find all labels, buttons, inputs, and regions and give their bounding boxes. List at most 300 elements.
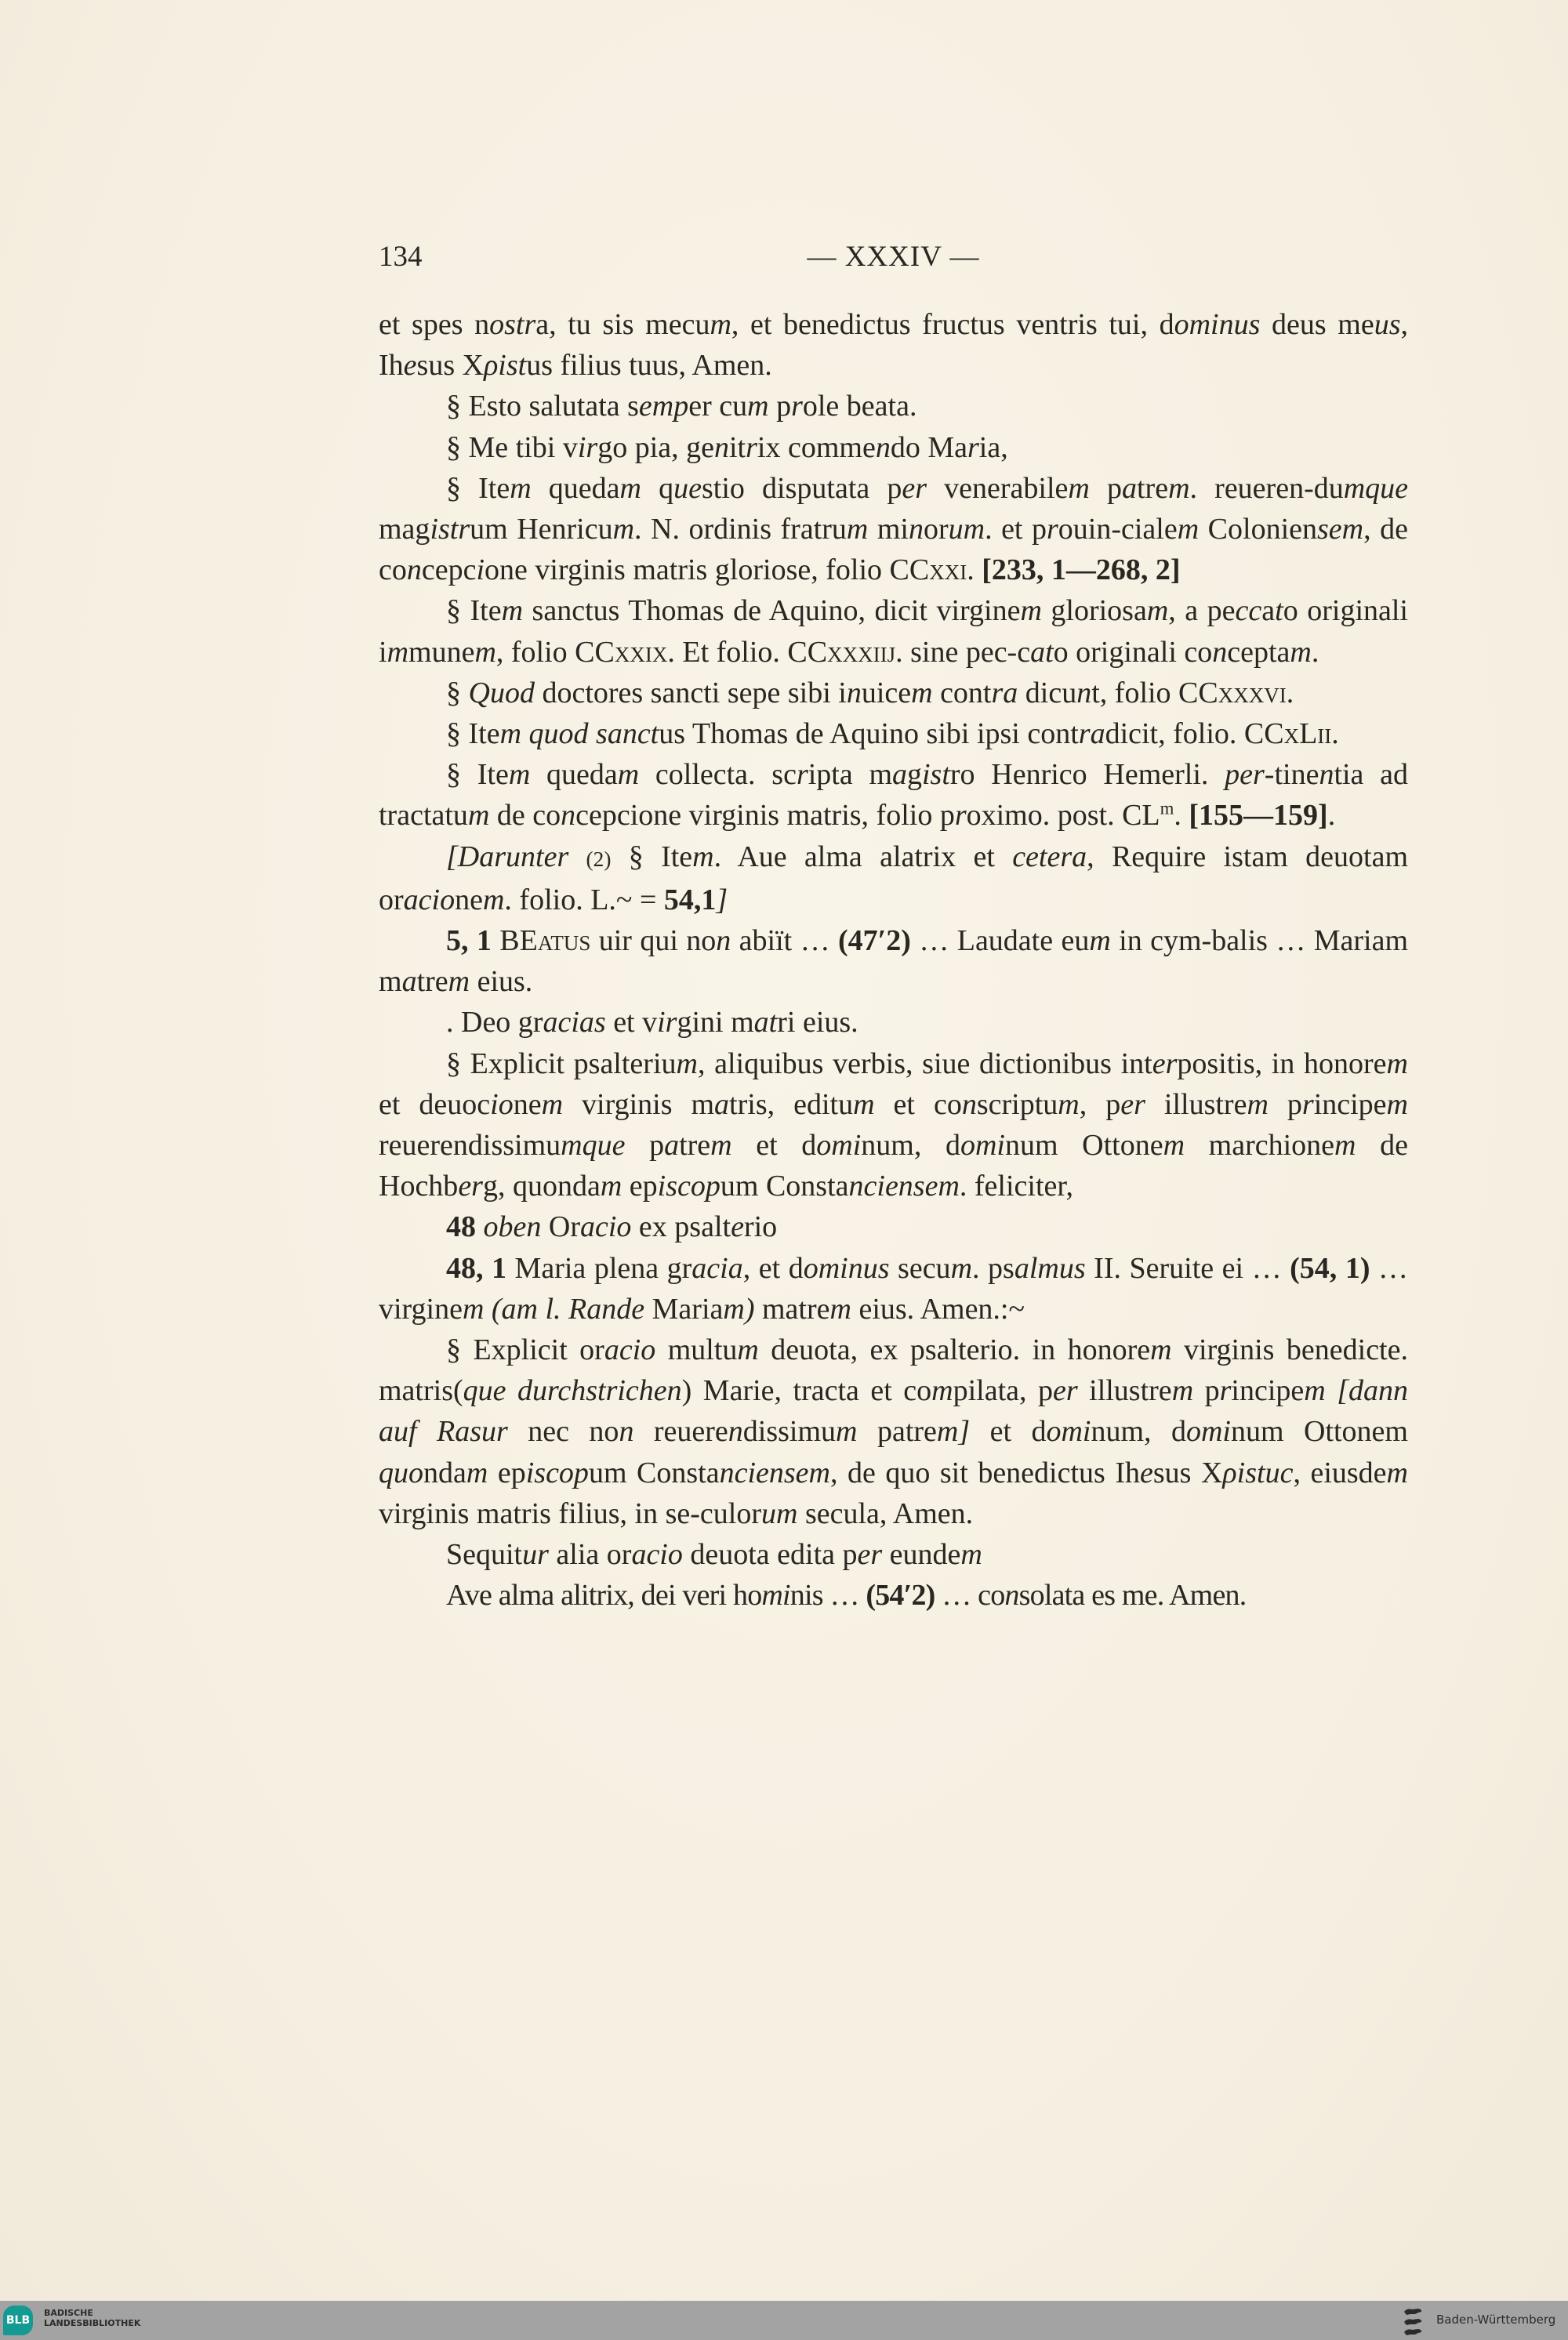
text-segment: acio: [403, 883, 456, 916]
text-segment: queda: [530, 758, 618, 792]
text-segment: queda: [531, 471, 620, 505]
text-segment: , de quo sit benedictus Ih: [829, 1456, 1140, 1489]
text-segment: almus: [1014, 1251, 1086, 1285]
text-segment: do Ma: [890, 430, 967, 464]
text-segment: uir qui no: [590, 924, 717, 958]
text-segment: m: [474, 635, 496, 669]
paragraph: [379, 468, 1408, 591]
text-segment: m): [723, 1292, 755, 1326]
text-segment: r: [746, 430, 757, 464]
text-segment: omi: [1185, 1415, 1231, 1449]
text-segment: dicu: [1018, 676, 1077, 709]
text-segment: m: [1020, 594, 1042, 628]
text-segment: positis, in honore: [1177, 1047, 1387, 1080]
text-segment: scriptu: [976, 1087, 1058, 1121]
text-segment: n: [1212, 635, 1228, 669]
text-segment: § Explicit or: [446, 1333, 604, 1367]
text-segment: illustre: [1145, 1087, 1247, 1121]
text-segment: Sequit: [446, 1538, 523, 1572]
text-segment: (am l. Rande: [491, 1292, 645, 1326]
text-segment: § Ite: [446, 471, 510, 505]
text-segment: a: [1122, 471, 1137, 505]
text-segment: m: [846, 513, 869, 546]
text-segment: reuere: [633, 1415, 728, 1449]
text-segment: ρistuc: [1222, 1456, 1294, 1489]
text-segment: [975, 553, 982, 586]
text-segment: § Explicit psalteriu: [446, 1047, 677, 1080]
text-segment: cetera: [1012, 840, 1087, 873]
text-segment: ostr: [489, 308, 536, 341]
text-segment: … virgine: [379, 1251, 1409, 1326]
text-segment: secula, Amen.: [797, 1497, 974, 1530]
text-segment: m: [499, 717, 522, 751]
text-segment: r: [796, 758, 808, 792]
lion-crest-icon: [1403, 2306, 1423, 2337]
text-segment: m: [692, 840, 714, 873]
text-segment: m: [612, 513, 635, 546]
text-segment: m: [950, 1251, 973, 1285]
text-segment: .: [1286, 676, 1294, 709]
text-segment: de Hochb: [379, 1129, 1408, 1203]
text-segment: m: [747, 390, 769, 423]
text-segment: n: [875, 430, 891, 464]
text-segment: o originali i: [379, 594, 1408, 669]
text-segment: nciensem: [719, 1456, 830, 1489]
paragraph: [379, 673, 1408, 713]
text-segment: oximo. post. CL: [966, 799, 1160, 833]
text-segment: ) Marie, tracta et co: [681, 1374, 932, 1408]
text-segment: § Esto salutata s: [446, 390, 639, 423]
library-name-line2: LANDESBIBLIOTHEK: [44, 2318, 141, 2328]
text-segment: . ps: [972, 1251, 1014, 1285]
text-segment: dicit, folio. CC: [1105, 717, 1284, 751]
text-segment: venerabile: [927, 471, 1069, 505]
text-segment: nis …: [789, 1579, 866, 1613]
text-segment: a: [664, 1129, 680, 1163]
text-segment: eius.: [470, 965, 533, 999]
text-segment: sanct: [596, 717, 659, 751]
text-segment: iscop: [525, 1456, 589, 1489]
text-segment: n: [713, 430, 729, 464]
text-segment: stio disputata p: [702, 471, 902, 505]
text-segment: .: [1174, 799, 1189, 833]
text-segment: istr: [430, 513, 470, 546]
text-segment: er: [1053, 1374, 1078, 1408]
text-segment: acio: [631, 1538, 683, 1572]
text-segment: ouin-ciale: [1058, 513, 1178, 546]
text-segment: m: [960, 1538, 982, 1572]
paragraph: [379, 754, 1408, 836]
text-segment: . Aue alma alatrix et: [713, 840, 1013, 873]
text-segment: er: [1120, 1087, 1145, 1121]
text-segment: at: [1030, 635, 1054, 669]
text-segment: et spes n: [379, 308, 490, 341]
text-segment: ro Henrico Hemerli.: [949, 758, 1225, 792]
text-segment: m: [1171, 1374, 1194, 1408]
text-segment: [521, 717, 529, 750]
text-segment: t, folio CC: [1091, 676, 1218, 709]
text-segment: mi: [868, 513, 909, 546]
text-segment: dissimu: [742, 1415, 837, 1449]
text-segment: at: [753, 1006, 778, 1039]
text-segment: , p: [1079, 1087, 1121, 1121]
text-segment: sus X: [1152, 1456, 1223, 1489]
paragraph: [379, 1534, 1408, 1575]
text-segment: r: [954, 799, 967, 833]
text-segment: .: [1311, 635, 1319, 669]
footer-bar: [0, 2301, 1568, 2340]
text-segment: Maria: [644, 1292, 724, 1326]
text-segment: m: [466, 1456, 488, 1489]
text-segment: nda: [423, 1456, 466, 1489]
text-segment: [589, 717, 597, 750]
text-segment: de co: [489, 799, 561, 833]
text-segment: m: [1160, 798, 1174, 818]
text-segment: Or: [541, 1210, 580, 1244]
text-segment: um Henricu: [470, 513, 613, 546]
text-segment: m: [1146, 594, 1169, 628]
text-segment: oben: [483, 1210, 542, 1244]
text-segment: or: [923, 513, 949, 546]
text-segment: [233, 1—268, 2]: [982, 553, 1181, 587]
text-segment: virginis matris filius, in se-culor: [379, 1497, 761, 1530]
text-segment: er cu: [688, 390, 748, 423]
text-segment: sem: [1317, 513, 1364, 546]
text-segment: .: [1327, 799, 1336, 833]
text-segment: p: [1268, 1087, 1302, 1121]
body-text: [379, 304, 1408, 1616]
text-segment: alia or: [548, 1538, 632, 1572]
text-segment: er: [857, 1538, 883, 1572]
text-segment: xLii: [1283, 717, 1332, 751]
paragraph: [379, 590, 1408, 672]
text-segment: a: [1261, 594, 1276, 628]
text-segment: § Ite: [446, 717, 500, 751]
text-segment: Quod: [468, 676, 535, 709]
text-segment: … Laudate eu: [910, 924, 1090, 958]
text-segment: , de co: [379, 513, 1408, 587]
text-segment: t: [1275, 594, 1283, 628]
text-segment: rio: [743, 1210, 778, 1244]
text-segment: m: [836, 1415, 858, 1449]
text-segment: n: [716, 924, 731, 958]
page-number: 134: [379, 241, 423, 273]
text-segment: n: [561, 799, 576, 833]
text-segment: xxxvi: [1218, 676, 1287, 709]
text-segment: iscop: [657, 1170, 720, 1203]
text-segment: um: [948, 513, 985, 546]
text-segment: ir: [657, 1006, 677, 1039]
text-segment: cepc: [421, 553, 477, 587]
text-segment: et v: [605, 1006, 658, 1039]
text-segment: sus X: [416, 349, 485, 383]
text-segment: , eiusde: [1293, 1456, 1387, 1489]
text-segment: r: [1219, 1374, 1232, 1408]
text-segment: o originali co: [1053, 635, 1213, 669]
text-segment: g, quonda: [482, 1170, 601, 1203]
text-segment: n: [1004, 1579, 1019, 1613]
library-name: [44, 2308, 140, 2328]
text-segment: m]: [936, 1415, 971, 1449]
text-segment: go pia, ge: [597, 430, 714, 464]
text-segment: m: [508, 758, 531, 792]
text-segment: n: [908, 513, 924, 546]
text-segment: eunde: [882, 1538, 961, 1572]
text-segment: n: [961, 1087, 977, 1121]
text-segment: Colonien: [1199, 513, 1318, 546]
text-segment: emp: [638, 390, 689, 423]
text-segment: r: [1047, 513, 1058, 546]
state-name: Baden-Württemberg: [1436, 2313, 1556, 2327]
text-segment: . N. ordinis fratru: [634, 513, 847, 546]
text-segment: patre: [857, 1415, 937, 1449]
text-segment: a: [714, 1087, 730, 1121]
text-segment: incipe: [1313, 1087, 1387, 1121]
text-segment: . Et folio. CC: [667, 635, 828, 669]
text-segment: us: [1374, 308, 1401, 341]
text-segment: multu: [655, 1333, 738, 1367]
text-segment: marchione: [1185, 1129, 1335, 1163]
text-segment: g: [907, 758, 922, 792]
text-segment: xxix: [614, 635, 668, 669]
text-segment: a: [892, 758, 907, 792]
text-segment: num Ottonem: [1230, 1415, 1408, 1449]
text-segment: gini m: [677, 1006, 754, 1039]
paragraph: [379, 304, 1408, 386]
text-segment: eius. Amen.:~: [851, 1292, 1025, 1326]
text-segment: ipta m: [808, 758, 892, 792]
text-segment: us Thomas de Aquino sibi ipsi cont: [659, 717, 1079, 751]
text-segment: virginis benedicte. matris(: [379, 1333, 1408, 1408]
text-segment: num Ottone: [1004, 1129, 1163, 1163]
text-segment: n: [728, 1415, 743, 1449]
text-segment: . feliciter,: [959, 1170, 1074, 1203]
text-segment: . et p: [985, 513, 1047, 546]
text-segment: m: [1068, 471, 1090, 505]
paragraph: [379, 427, 1408, 468]
text-segment: r: [791, 390, 803, 423]
text-segment: ia,: [978, 430, 1008, 464]
text-segment: i: [476, 553, 485, 587]
text-segment: m: [1334, 1129, 1356, 1163]
text-segment: . reueren-du: [1189, 471, 1344, 505]
text-segment: (54, 1): [1290, 1251, 1370, 1285]
text-segment: um: [760, 1497, 798, 1530]
text-segment: [1326, 1374, 1337, 1407]
text-segment: ne: [513, 1087, 542, 1121]
text-segment: mag: [379, 513, 430, 546]
text-segment: .: [1331, 717, 1339, 751]
text-segment: omi: [1046, 1415, 1091, 1449]
text-segment: § Ite: [611, 840, 693, 873]
text-segment: … co: [935, 1579, 1005, 1613]
text-segment: per: [1225, 758, 1265, 792]
text-segment: ri eius.: [777, 1006, 858, 1039]
paragraph: [379, 1248, 1408, 1330]
text-segment: m: [482, 883, 505, 916]
text-segment: 48, 1: [446, 1251, 507, 1285]
text-segment: nciensem: [848, 1170, 960, 1203]
text-segment: e: [403, 349, 417, 383]
text-segment: mi: [761, 1579, 790, 1613]
text-segment: pilata, p: [953, 1374, 1053, 1408]
text-segment: num, d: [861, 1129, 960, 1163]
text-segment: xxi.: [929, 553, 975, 587]
text-segment: , et d: [742, 1251, 804, 1285]
text-segment: § Ite: [446, 594, 502, 628]
text-segment: ρist: [484, 349, 527, 383]
paragraph: [379, 713, 1408, 754]
text-segment: 48: [446, 1210, 476, 1244]
text-segment: tris, editu: [729, 1087, 854, 1121]
text-segment: cepcione virginis matris, folio p: [575, 799, 955, 833]
text-segment: § Ite: [446, 758, 509, 792]
text-segment: deuota edita p: [682, 1538, 858, 1572]
text-segment: -tine: [1264, 758, 1319, 792]
text-segment: cont: [932, 676, 992, 709]
text-segment: que durchstrichen: [463, 1374, 682, 1408]
text-segment: e: [1140, 1456, 1153, 1489]
text-segment: ]: [716, 883, 728, 916]
text-segment: in cym-balis … Mariam m: [379, 924, 1409, 999]
text-segment: ole beata.: [802, 390, 917, 423]
text-segment: mque: [1343, 471, 1409, 505]
text-segment: p: [768, 390, 792, 423]
text-segment: n: [406, 553, 422, 587]
text-segment: p: [625, 1129, 665, 1163]
paragraph: [379, 1043, 1408, 1207]
text-segment: m: [911, 676, 933, 709]
text-segment: m: [1386, 1087, 1408, 1121]
text-segment: m: [1386, 1456, 1408, 1489]
paragraph: [379, 1206, 1408, 1247]
text-segment: one virginis matris gloriose, folio CC: [485, 553, 930, 587]
text-segment: 54,1: [663, 883, 717, 916]
text-segment: ra: [991, 676, 1018, 709]
page-header: [379, 240, 1408, 279]
text-segment: m: [462, 1292, 485, 1326]
text-segment: [155—159]: [1189, 799, 1328, 833]
text-segment: (54′2): [866, 1579, 935, 1613]
text-segment: collecta. sc: [639, 758, 797, 792]
text-segment: acio: [579, 1210, 632, 1244]
text-segment: , folio CC: [495, 635, 615, 669]
text-segment: m: [1247, 1087, 1269, 1121]
blb-logo[interactable]: BLB: [3, 2306, 33, 2335]
text-segment: quod: [528, 717, 589, 751]
text-segment: ra: [1078, 717, 1105, 751]
text-segment: io: [490, 1087, 514, 1121]
text-segment: secu: [889, 1251, 951, 1285]
text-segment: mune: [408, 635, 475, 669]
text-segment: et co: [874, 1087, 962, 1121]
paragraph: [379, 1002, 1408, 1043]
text-segment: tre: [1137, 471, 1169, 505]
text-segment: m: [501, 594, 524, 628]
text-segment: acias: [543, 1006, 606, 1039]
text-segment: , et benedictus fructus ventris tui, d: [731, 308, 1174, 341]
text-segment: Eatus: [519, 924, 591, 958]
text-segment: p: [1193, 1374, 1220, 1408]
text-segment: m: [510, 471, 532, 505]
text-segment: II. Seruite ei …: [1085, 1251, 1290, 1285]
text-segment: m: [737, 1333, 759, 1367]
text-segment: er: [458, 1170, 483, 1203]
text-segment: [476, 1210, 484, 1243]
text-segment: n: [619, 1415, 634, 1449]
text-segment: [484, 1293, 492, 1326]
text-segment: , aliquibus verbis, siue dictionibus int: [697, 1047, 1152, 1080]
text-segment: uice: [861, 676, 912, 709]
text-segment: m: [931, 1374, 953, 1408]
text-segment: § Me tibi v: [446, 430, 578, 464]
text-segment: mque: [561, 1129, 626, 1163]
text-segment: m: [467, 799, 490, 833]
text-segment: [568, 840, 586, 873]
text-segment: et d: [970, 1415, 1047, 1449]
text-segment: . sine pec-c: [895, 635, 1031, 669]
text-segment: , a pe: [1168, 594, 1236, 628]
text-segment: ex psalt: [631, 1210, 731, 1244]
text-segment: cepta: [1227, 635, 1290, 669]
text-segment: m: [1163, 1129, 1185, 1163]
text-segment: reuerendissimu: [379, 1129, 561, 1163]
text-segment: §: [446, 676, 469, 709]
text-segment: xxxiij: [827, 635, 896, 669]
text-segment: Ave alma alitrix, dei veri ho: [446, 1579, 762, 1613]
text-segment: m: [1177, 513, 1200, 546]
text-segment: , Require istam deuotam or: [379, 840, 1409, 916]
text-segment: incipe: [1231, 1374, 1305, 1408]
text-segment: B: [491, 924, 520, 958]
text-segment: ix comme: [757, 430, 876, 464]
text-segment: a, tu sis mecu: [535, 308, 710, 341]
text-segment: (2): [586, 847, 612, 871]
text-segment: m: [1386, 1047, 1408, 1080]
text-segment: ominus: [803, 1251, 890, 1285]
text-segment: [Darunter: [446, 840, 569, 873]
text-segment: quo: [379, 1456, 423, 1489]
text-segment: m: [448, 965, 470, 999]
text-segment: m: [541, 1087, 564, 1121]
text-segment: a: [401, 965, 417, 999]
text-segment: m: [1290, 635, 1312, 669]
text-segment: tia ad tractatu: [379, 758, 1409, 833]
paragraph: [379, 386, 1408, 426]
text-segment: p: [1089, 471, 1122, 505]
text-segment: . Deo gr: [446, 1006, 543, 1039]
text-segment: m: [617, 758, 640, 792]
text-segment: q: [641, 471, 674, 505]
text-segment: abiït …: [731, 924, 838, 958]
paragraph: [379, 1330, 1408, 1534]
text-segment: omi: [960, 1129, 1005, 1163]
text-segment: m: [829, 1292, 851, 1326]
text-segment: m: [387, 635, 409, 669]
running-head: — XXXIV —: [807, 241, 980, 273]
text-segment: it: [728, 430, 746, 464]
text-segment: ue: [673, 471, 702, 505]
text-segment: , Ih: [379, 308, 1408, 383]
text-segment: e: [731, 1210, 744, 1244]
text-segment: gloriosa: [1041, 594, 1147, 628]
text-segment: cc: [1235, 594, 1262, 628]
text-segment: ominus: [1174, 308, 1261, 341]
text-segment: nec no: [507, 1415, 619, 1449]
text-segment: ur: [522, 1538, 549, 1572]
text-segment: ne: [455, 883, 483, 916]
text-segment: . folio. L.~ =: [504, 883, 664, 916]
